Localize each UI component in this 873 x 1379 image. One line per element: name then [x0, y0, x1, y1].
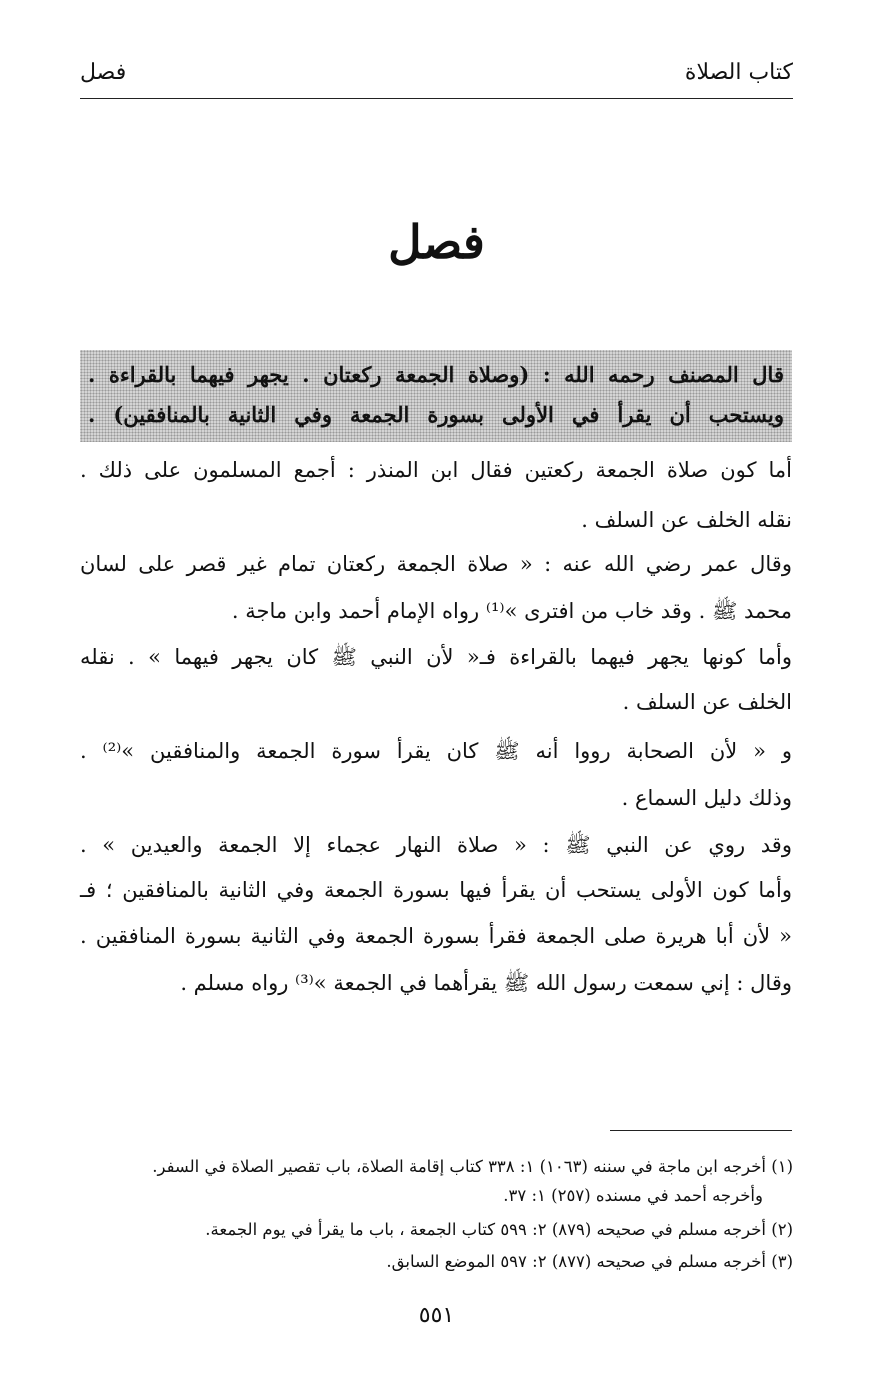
body-line: « لأن أبا هريرة صلى الجمعة فقرأ بسورة الجمعة وفي الثانية بسورة المنافقين .	[80, 924, 792, 948]
quote-line-2: ويستحب أن يقرأ في الأولى بسورة الجمعة وفي الثانية بالمنافقين) .	[88, 402, 784, 427]
footnote-2: (٢) أخرجه مسلم في صحيحه (٨٧٩) ٢: ٥٩٩ كتاب الجمعة ، باب ما يقرأ في يوم الجمعة.	[205, 1220, 793, 1239]
chapter-label: فصل	[80, 60, 127, 85]
body-line: أما كون صلاة الجمعة ركعتين فقال ابن المنذر : أجمع المسلمون على ذلك .	[80, 458, 792, 482]
body-line: محمد ﷺ . وقد خاب من افترى »⁽¹⁾ رواه الإمام أحمد وابن ماجة .	[231, 599, 792, 623]
body-line: وأما كونها يجهر فيهما بالقراءة فـ« لأن النبي ﷺ كان يجهر فيهما » . نقله	[80, 645, 792, 669]
section-title: فصل	[388, 215, 485, 269]
page-number: ٥٥١	[418, 1303, 455, 1328]
footnote-separator	[610, 1130, 792, 1131]
body-line: وذلك دليل السماع .	[621, 786, 792, 810]
footnote-3: (٣) أخرجه مسلم في صحيحه (٨٧٧) ٢: ٥٩٧ الموضع السابق.	[386, 1252, 793, 1271]
author-quote-box	[80, 350, 792, 442]
body-line: و « لأن الصحابة رووا أنه ﷺ كان يقرأ سورة الجمعة والمنافقين »⁽²⁾ .	[80, 739, 792, 763]
footnote-1-continuation: وأخرجه أحمد في مسنده (٢٥٧) ١: ٣٧.	[503, 1186, 763, 1205]
book-title: كتاب الصلاة	[684, 60, 793, 85]
footnote-1: (١) أخرجه ابن ماجة في سننه (١٠٦٣) ١: ٣٣٨ كتاب إقامة الصلاة، باب تقصير الصلاة في السفر.	[152, 1157, 793, 1176]
quote-line-1: قال المصنف رحمه الله : (وصلاة الجمعة ركعتان . يجهر فيهما بالقراءة .	[88, 362, 784, 387]
body-line: نقله الخلف عن السلف .	[581, 508, 792, 532]
body-line: وقد روي عن النبي ﷺ : « صلاة النهار عجماء إلا الجمعة والعيدين » .	[80, 833, 792, 857]
body-line: الخلف عن السلف .	[622, 690, 792, 714]
body-line: وقال عمر رضي الله عنه : « صلاة الجمعة ركعتان تمام غير قصر على لسان	[80, 552, 792, 576]
body-line: وأما كون الأولى يستحب أن يقرأ فيها بسورة الجمعة وفي الثانية بالمنافقين ؛ فـ	[80, 878, 792, 902]
body-line: وقال : إني سمعت رسول الله ﷺ يقرأهما في الجمعة »⁽³⁾ رواه مسلم .	[180, 971, 792, 995]
running-header	[80, 58, 793, 99]
